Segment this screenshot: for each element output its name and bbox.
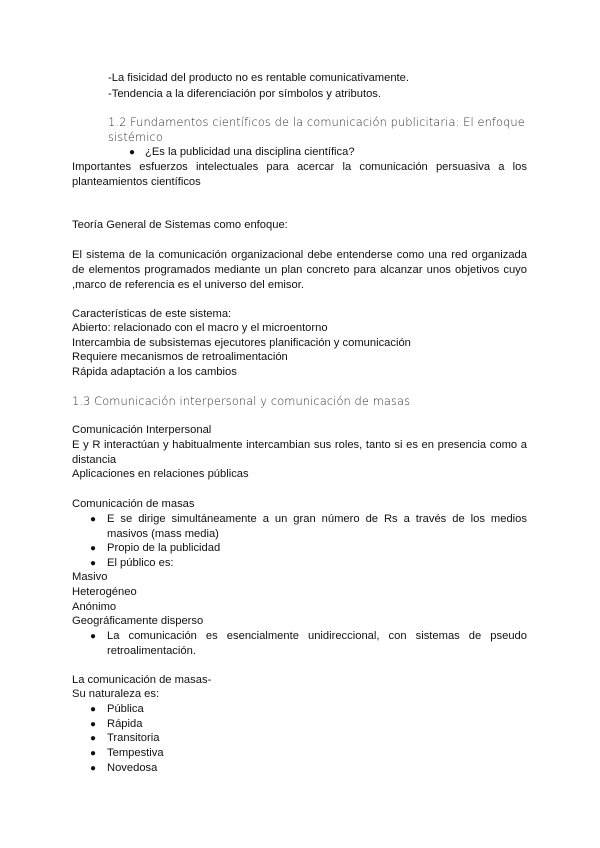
masas-bullet: El público es: xyxy=(107,557,174,569)
publico-item: Masivo xyxy=(72,571,108,583)
characteristic-item: Abierto: relacionado con el macro y el microentorno xyxy=(72,322,328,334)
systems-title: Teoría General de Sistemas como enfoque: xyxy=(72,219,288,231)
section-1-3-heading: 1.3 Comunicación interpersonal y comunicación de masas xyxy=(72,394,411,408)
nature-title: La comunicación de masas- xyxy=(72,674,212,686)
publico-item: Heterogéneo xyxy=(72,586,137,598)
masas-title: Comunicación de masas xyxy=(72,498,195,510)
bullet-icon: ● xyxy=(90,719,97,730)
section-1-2-heading: 1.2 Fundamentos científicos de la comunicación publicitaria: El enfoque xyxy=(108,115,525,129)
nature-item: Novedosa xyxy=(107,762,158,774)
bullet-icon: ● xyxy=(90,733,97,744)
publico-item: Geográficamente disperso xyxy=(72,615,204,627)
interpersonal-applications: Aplicaciones en relaciones públicas xyxy=(72,468,249,480)
masas-bullet: Propio de la publicidad xyxy=(107,542,221,554)
intro-line-2: -Tendencia a la diferenciación por símbolos y atributos. xyxy=(108,88,381,100)
interpersonal-title: Comunicación Interpersonal xyxy=(72,424,212,436)
unidirectional-bullet: La comunicación es esencialmente unidireccional, con sistemas de pseudo retroalimentación. xyxy=(107,630,527,657)
bullet-icon: ● xyxy=(90,748,97,759)
bullet-icon: ● xyxy=(90,763,97,774)
bullet-icon: ● xyxy=(90,631,97,642)
nature-item: Tempestiva xyxy=(107,747,164,759)
nature-item: Pública xyxy=(107,703,144,715)
nature-item: Transitoria xyxy=(107,732,160,744)
bullet-icon: ● xyxy=(129,147,136,158)
masas-bullet: E se dirige simultáneamente a un gran número de Rs a través de los medios masivos (mass media) xyxy=(107,513,527,540)
section-1-2-heading-cont: sistémico xyxy=(108,130,163,144)
characteristic-item: Rápida adaptación a los cambios xyxy=(72,366,237,378)
nature-subtitle: Su naturaleza es: xyxy=(72,688,160,700)
characteristics-title: Características de este sistema: xyxy=(72,308,232,320)
nature-item: Rápida xyxy=(107,718,143,730)
bullet-icon: ● xyxy=(90,704,97,715)
intro-line-1: -La fisicidad del producto no es rentable comunicativamente. xyxy=(108,72,409,84)
characteristic-item: Intercambia de subsistemas ejecutores planificación y comunicación xyxy=(72,337,411,349)
interpersonal-paragraph: E y R interactúan y habitualmente intercambian sus roles, tanto si es en presencia como a distancia xyxy=(72,439,527,466)
systems-paragraph: El sistema de la comunicación organizacional debe entenderse como una red organizada de elementos programados mediante un plan concreto para alcanzar unos objetivos cuyo ,marco de referencia es el universo del emisor. xyxy=(72,249,527,291)
characteristic-item: Requiere mecanismos de retroalimentación xyxy=(72,351,288,363)
section-1-2-paragraph: Importantes esfuerzos intelectuales para acercar la comunicación persuasiva a los planteamientos científicos xyxy=(72,161,527,188)
bullet-icon: ● xyxy=(90,543,97,554)
bullet-icon: ● xyxy=(90,514,97,525)
publico-item: Anónimo xyxy=(72,601,117,613)
bullet-icon: ● xyxy=(90,558,97,569)
section-1-2-bullet: ¿Es la publicidad una disciplina científica? xyxy=(145,146,355,158)
